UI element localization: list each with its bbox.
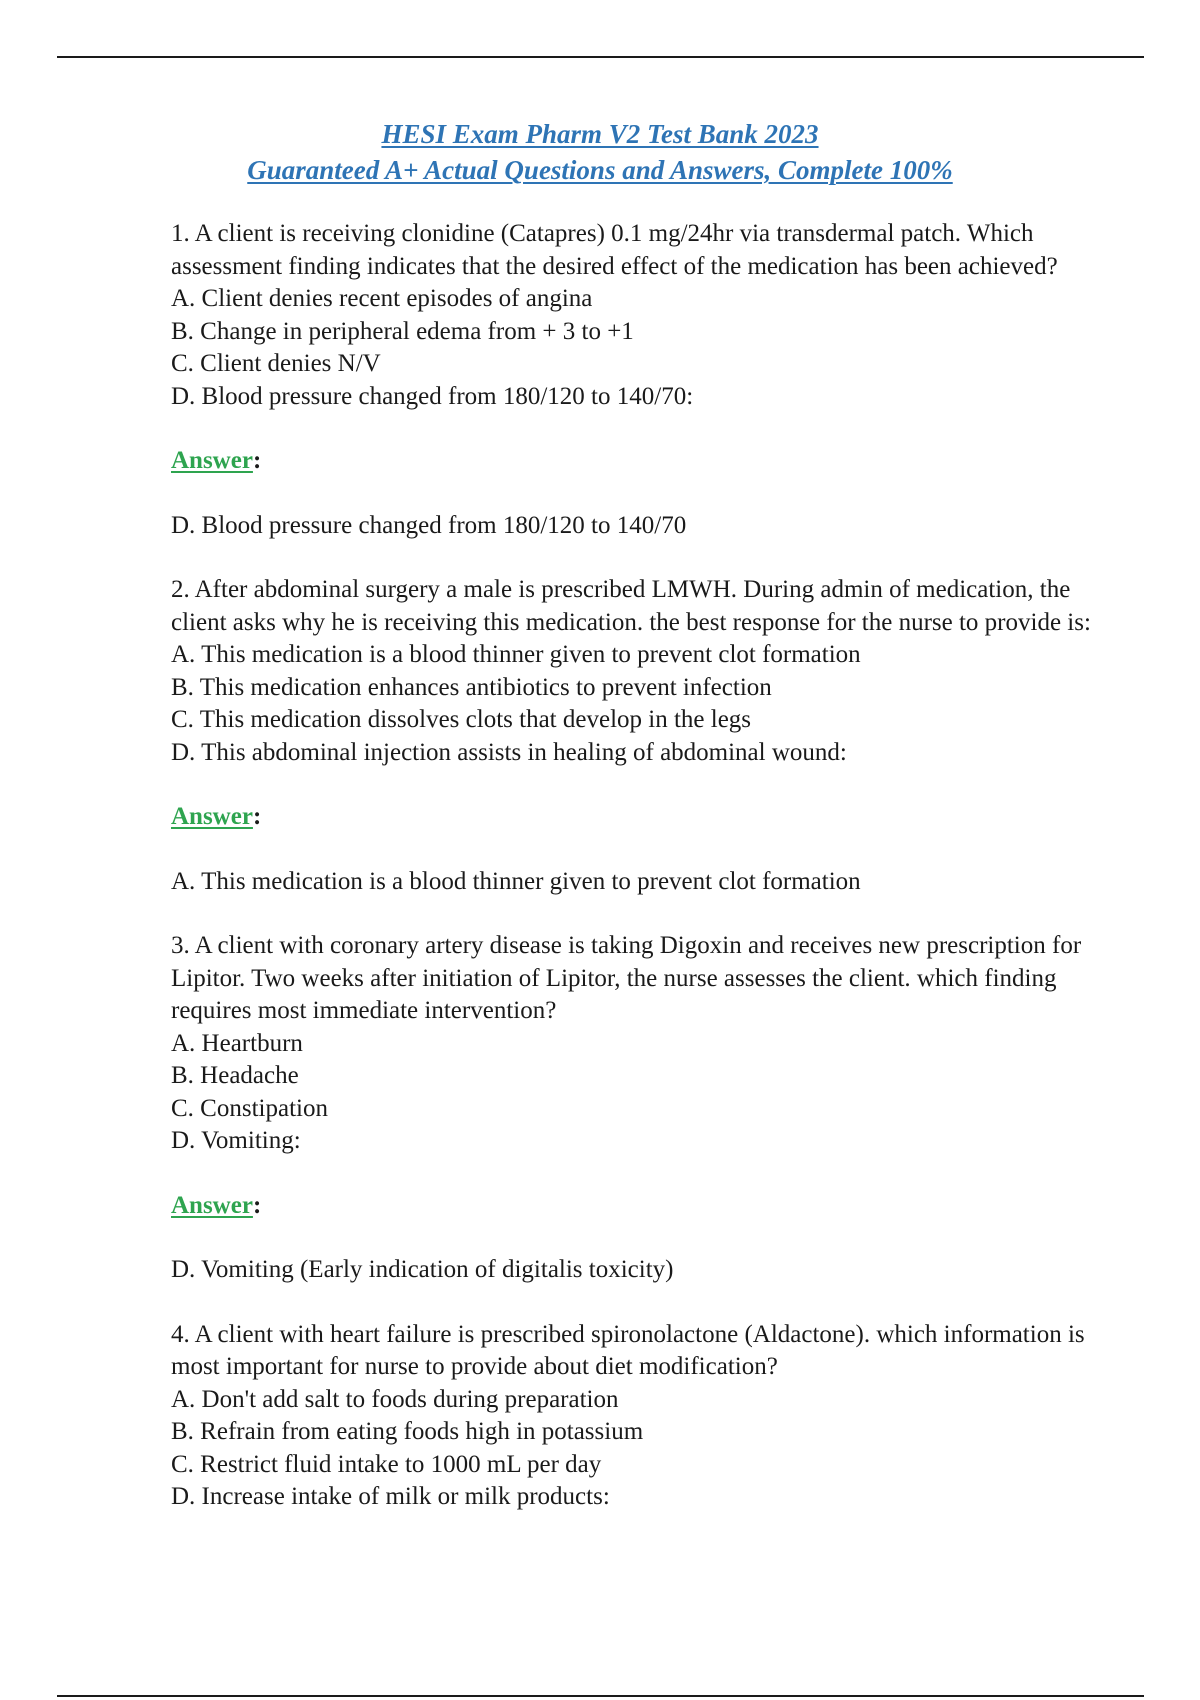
option-d: D. Vomiting: [171, 1127, 301, 1154]
answer-label: Answer [171, 1191, 253, 1219]
option-a: A. Don't add salt to foods during preparation [171, 1385, 619, 1413]
answer-text: D. Blood pressure changed from 180/120 to 140/70 [171, 511, 687, 539]
question-4 [171, 1319, 1091, 1514]
option-a: A. This medication is a blood thinner given to prevent clot formation [171, 641, 861, 668]
question-stem: 4. A client with heart failure is prescribed spironolactone (Aldactone). which information is most important for nurse to provide about diet modification? [171, 1320, 1085, 1380]
document-header [0, 116, 1200, 188]
answer-text: D. Vomiting (Early indication of digitalis toxicity) [171, 1256, 674, 1283]
answer-colon: : [252, 1191, 262, 1219]
answer-heading [171, 1190, 1091, 1223]
question-1 [171, 218, 1091, 542]
document-title: HESI Exam Pharm V2 Test Bank 2023 [381, 119, 819, 149]
question-2 [171, 574, 1091, 898]
answer-colon: : [252, 803, 262, 830]
option-c: C. Restrict fluid intake to 1000 mL per day [171, 1450, 602, 1478]
answer-text: A. This medication is a blood thinner given to prevent clot formation [171, 867, 861, 895]
question-3 [171, 930, 1091, 1287]
option-b: B. This medication enhances antibiotics to prevent infection [171, 673, 772, 701]
question-stem: 2. After abdominal surgery a male is prescribed LMWH. During admin of medication, the client asks why he is receiving this medication. the best response for the nurse to provide is: [171, 576, 1091, 636]
question-stem: 3. A client with coronary artery disease is taking Digoxin and receives new prescription for Lipitor. Two weeks after initiation of Lipitor, the nurse assesses the client. which finding requires most immediate intervention? [171, 932, 1082, 1024]
answer-heading [171, 445, 1091, 478]
option-c: C. Client denies N/V [171, 350, 381, 377]
question-stem: 1. A client is receiving clonidine (Catapres) 0.1 mg/24hr via transdermal patch. Which assessment finding indicates that the desired effect of the medication has been achieved? [171, 220, 1058, 280]
option-d: D. Increase intake of milk or milk products: [171, 1483, 610, 1510]
option-b: B. Headache [171, 1062, 299, 1089]
answer-colon: : [252, 447, 262, 474]
option-b: B. Refrain from eating foods high in potassium [171, 1418, 644, 1445]
option-c: C. This medication dissolves clots that develop in the legs [171, 706, 752, 733]
option-b: B. Change in peripheral edema from + 3 to +1 [171, 317, 634, 345]
option-a: A. Heartburn [171, 1029, 303, 1057]
top-rule [57, 56, 1144, 58]
option-d: D. This abdominal injection assists in healing of abdominal wound: [171, 738, 847, 766]
option-c: C. Constipation [171, 1094, 328, 1122]
document-subtitle: Guaranteed A+ Actual Questions and Answers, Complete 100% [247, 155, 953, 185]
option-a: A. Client denies recent episodes of angina [171, 285, 593, 312]
bottom-rule [57, 1695, 1144, 1697]
answer-label: Answer [171, 447, 253, 474]
question-list [171, 218, 1091, 1514]
answer-heading [171, 801, 1091, 834]
option-d: D. Blood pressure changed from 180/120 to 140/70: [171, 382, 694, 410]
answer-label: Answer [171, 803, 253, 830]
